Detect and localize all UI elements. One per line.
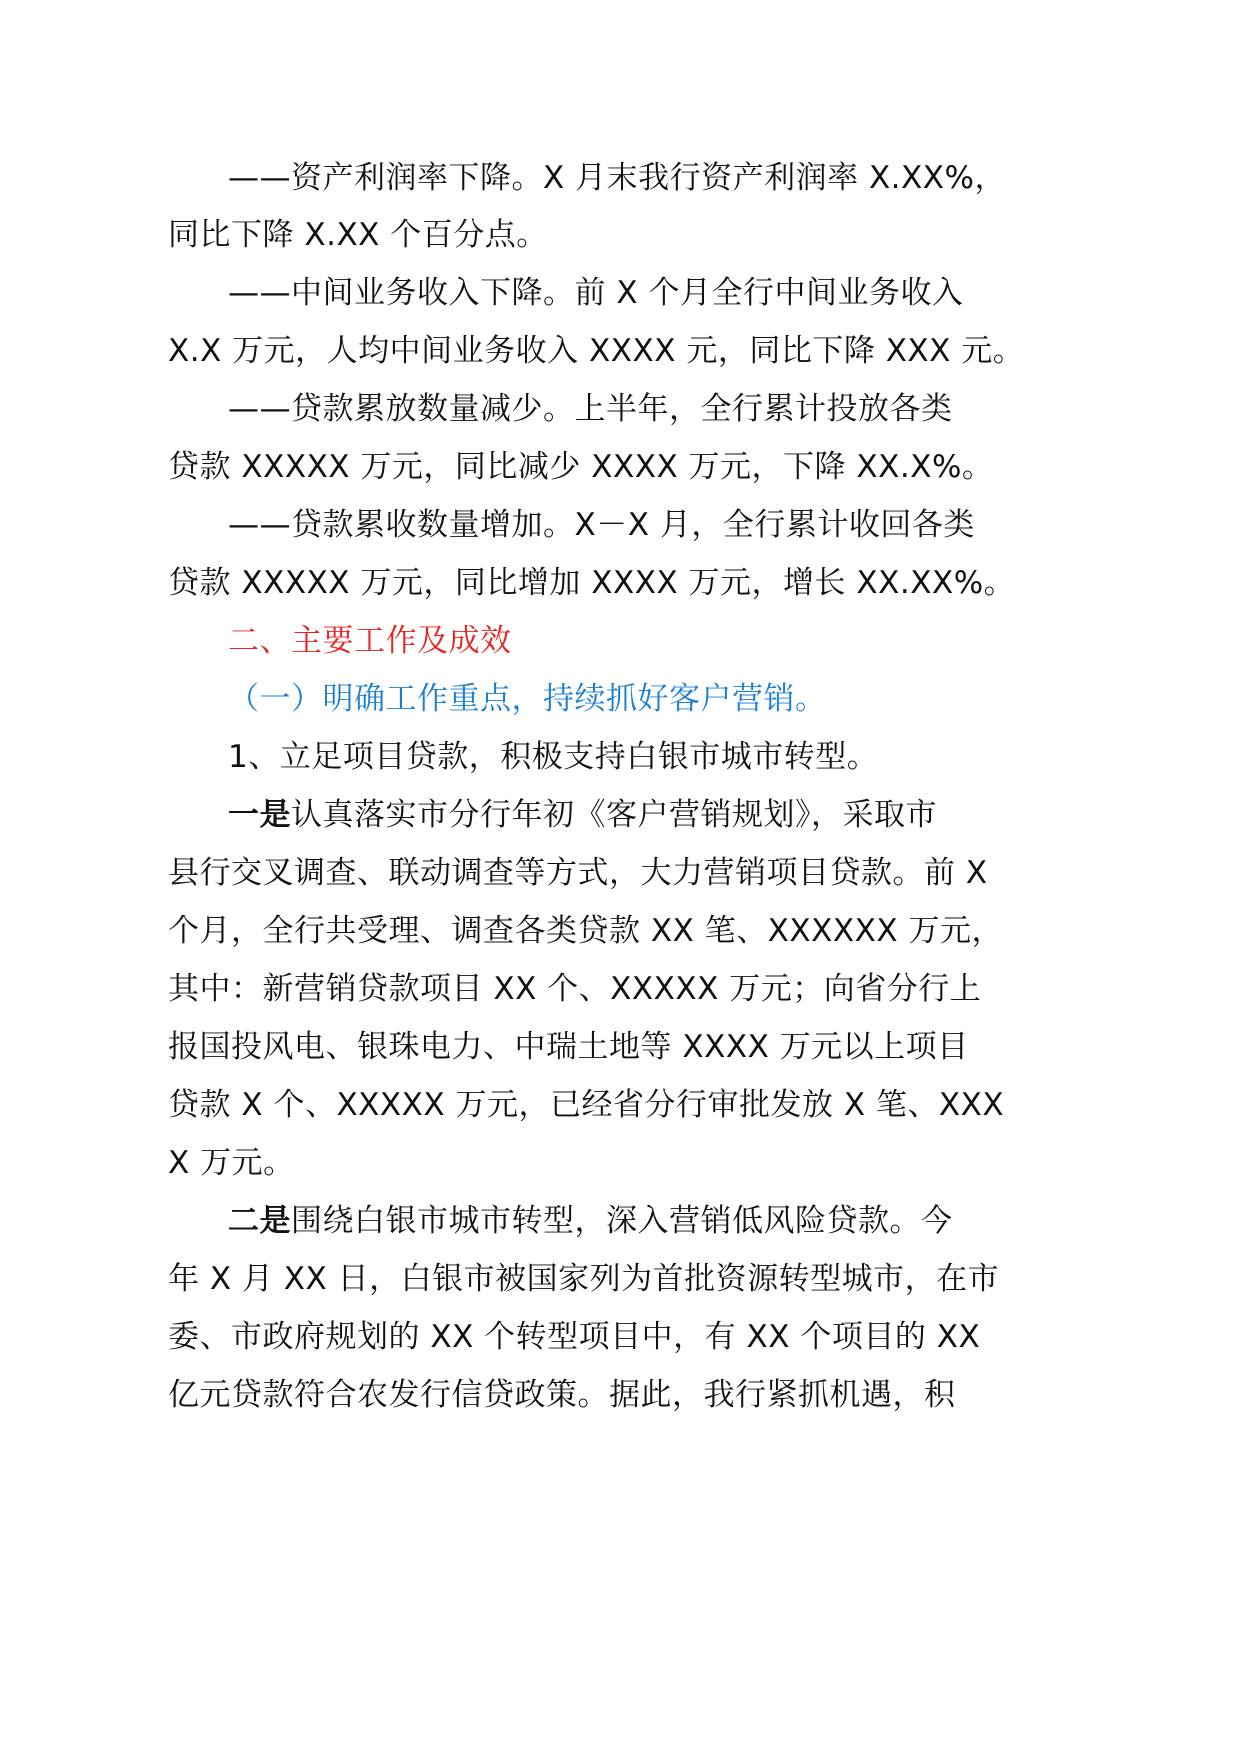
text-line: 贷款 X 个、XXXXX 万元，已经省分行审批发放 X 笔、XXX: [168, 1087, 1005, 1123]
section-heading: 二、主要工作及成效: [228, 623, 512, 659]
text-line: 同比下降 X.XX 个百分点。: [168, 217, 548, 253]
text-line: 年 X 月 XX 日，白银市被国家列为首批资源转型城市，在市: [168, 1261, 1000, 1297]
text-line: X.X 万元，人均中间业务收入 XXXX 元，同比下降 XXX 元。: [168, 333, 1025, 369]
text-line: 委、市政府规划的 XX 个转型项目中，有 XX 个项目的 XX: [168, 1319, 981, 1355]
text-line: 其中：新营销贷款项目 XX 个、XXXXX 万元；向省分行上: [168, 971, 982, 1007]
numbered-item: 1、立足项目贷款，积极支持白银市城市转型。: [228, 739, 879, 775]
subsection-heading: （一）明确工作重点，持续抓好客户营销。: [228, 681, 827, 717]
paragraph-lead: 二是: [228, 1203, 291, 1239]
paragraph-lead: 一是: [228, 797, 291, 833]
paragraph-first-line: [228, 795, 937, 835]
text-line: 报国投风电、银珠电力、中瑞土地等 XXXX 万元以上项目: [168, 1029, 969, 1065]
text-line: 贷款 XXXXX 万元，同比减少 XXXX 万元，下降 XX.X%。: [168, 449, 994, 485]
paragraph-first-line: [228, 1201, 953, 1241]
text-line: ——贷款累收数量增加。X－X 月，全行累计收回各类: [228, 507, 975, 543]
text-run: 认真落实市分行年初《客户营销规划》，采取市: [291, 797, 937, 833]
text-line: 个月，全行共受理、调查各类贷款 XX 笔、XXXXXX 万元，: [168, 913, 1003, 949]
text-line: ——贷款累放数量减少。上半年，全行累计投放各类: [228, 391, 953, 427]
text-line: 贷款 XXXXX 万元，同比增加 XXXX 万元，增长 XX.XX%。: [168, 565, 1016, 601]
text-run: 围绕白银市城市转型，深入营销低风险贷款。今: [291, 1203, 953, 1239]
text-line: ——中间业务收入下降。前 X 个月全行中间业务收入: [228, 275, 964, 311]
text-line: 亿元贷款符合农发行信贷政策。据此，我行紧抓机遇，积: [168, 1377, 956, 1413]
text-line: ——资产利润率下降。X 月末我行资产利润率 X.XX%，: [228, 160, 1006, 196]
text-line: X 万元。: [168, 1145, 295, 1181]
text-line: 县行交叉调查、联动调查等方式，大力营销项目贷款。前 X: [168, 855, 988, 891]
